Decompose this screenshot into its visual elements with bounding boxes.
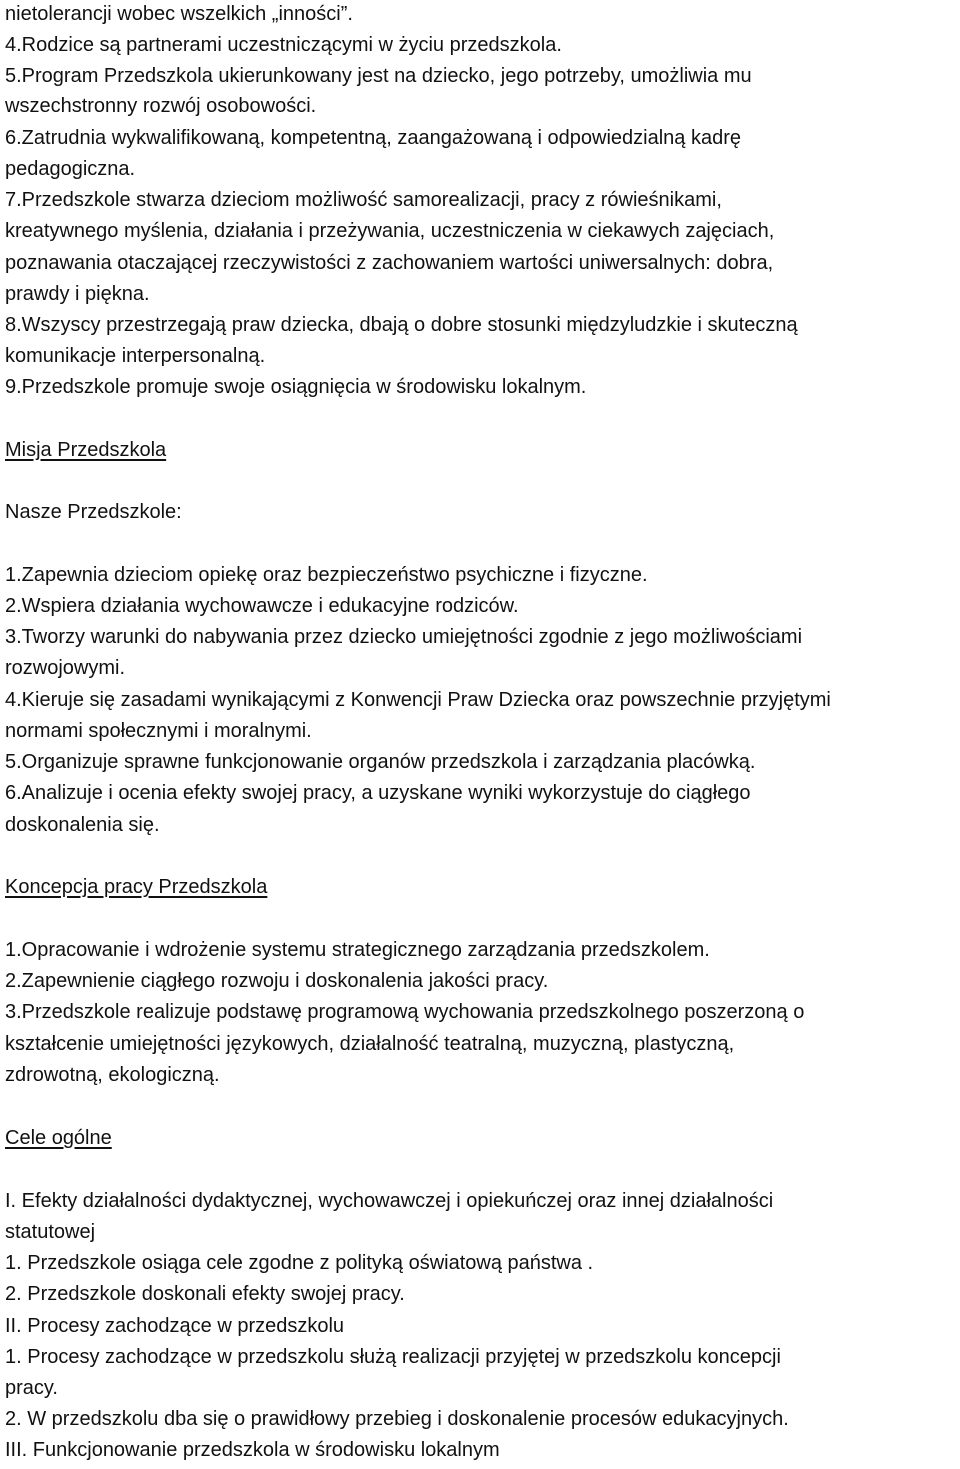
text-line: II. Procesy zachodzące w przedszkolu — [5, 1315, 345, 1337]
text-line: 4.Kieruje się zasadami wynikającymi z Konwencji Praw Dziecka oraz powszechnie przyjętymi — [5, 689, 831, 711]
section-subheading: Nasze Przedszkole: — [5, 501, 182, 523]
text-line: kształcenie umiejętności językowych, działalność teatralną, muzyczną, plastyczną, — [5, 1033, 735, 1055]
text-line: nietolerancji wobec wszelkich „inności”. — [5, 3, 353, 25]
text-line: doskonalenia się. — [5, 814, 160, 836]
text-line: 6.Analizuje i ocenia efekty swojej pracy, a uzyskane wyniki wykorzystuje do ciągłego — [5, 782, 751, 804]
text-line: 5.Program Przedszkola ukierunkowany jest na dziecko, jego potrzeby, umożliwia mu — [5, 65, 752, 87]
text-line: 1.Zapewnia dzieciom opiekę oraz bezpieczeństwo psychiczne i fizyczne. — [5, 564, 648, 586]
text-line: komunikacje interpersonalną. — [5, 345, 266, 367]
text-line: pedagogiczna. — [5, 158, 136, 180]
text-line: prawdy i piękna. — [5, 283, 150, 305]
text-line: kreatywnego myślenia, działania i przeżywania, uczestniczenia w ciekawych zajęciach, — [5, 220, 775, 242]
text-line: poznawania otaczającej rzeczywistości z zachowaniem wartości uniwersalnych: dobra, — [5, 252, 774, 274]
text-line: 4.Rodzice są partnerami uczestniczącymi w życiu przedszkola. — [5, 34, 562, 56]
text-line: 1.Opracowanie i wdrożenie systemu strategicznego zarządzania przedszkolem. — [5, 939, 710, 961]
text-line: 1. Procesy zachodzące w przedszkolu służą realizacji przyjętej w przedszkolu koncepcji — [5, 1346, 781, 1368]
section-heading-koncepcja: Koncepcja pracy Przedszkola — [5, 876, 268, 898]
text-line: 8.Wszyscy przestrzegają praw dziecka, dbają o dobre stosunki międzyludzkie i skuteczną — [5, 314, 798, 336]
text-line: 3.Tworzy warunki do nabywania przez dziecko umiejętności zgodnie z jego możliwościami — [5, 626, 803, 648]
text-line: 2.Wspiera działania wychowawcze i edukacyjne rodziców. — [5, 595, 519, 617]
text-line: 5.Organizuje sprawne funkcjonowanie organów przedszkola i zarządzania placówką. — [5, 751, 756, 773]
text-line: I. Efekty działalności dydaktycznej, wychowawczej i opiekuńczej oraz innej działalności — [5, 1190, 774, 1212]
text-line: rozwojowymi. — [5, 657, 126, 679]
text-line: III. Funkcjonowanie przedszkola w środowisku lokalnym — [5, 1439, 500, 1461]
section-heading-misja: Misja Przedszkola — [5, 439, 167, 461]
text-line: 7.Przedszkole stwarza dzieciom możliwość samorealizacji, pracy z rówieśnikami, — [5, 189, 722, 211]
text-line: zdrowotną, ekologiczną. — [5, 1064, 220, 1086]
section-heading-cele: Cele ogólne — [5, 1127, 112, 1149]
text-line: 1. Przedszkole osiąga cele zgodne z polityką oświatową państwa . — [5, 1252, 594, 1274]
text-line: 3.Przedszkole realizuje podstawę programową wychowania przedszkolnego poszerzoną o — [5, 1001, 805, 1023]
text-line: 2.Zapewnienie ciągłego rozwoju i doskonalenia jakości pracy. — [5, 970, 549, 992]
text-line: 6.Zatrudnia wykwalifikowaną, kompetentną, zaangażowaną i odpowiedzialną kadrę — [5, 127, 741, 149]
text-line: pracy. — [5, 1377, 58, 1399]
text-line: 9.Przedszkole promuje swoje osiągnięcia w środowisku lokalnym. — [5, 376, 587, 398]
text-line: statutowej — [5, 1221, 96, 1243]
text-line: 2. W przedszkolu dba się o prawidłowy przebieg i doskonalenie procesów edukacyjnych. — [5, 1408, 789, 1430]
text-line: normami społecznymi i moralnymi. — [5, 720, 312, 742]
text-line: wszechstronny rozwój osobowości. — [5, 95, 317, 117]
text-line: 2. Przedszkole doskonali efekty swojej pracy. — [5, 1283, 405, 1305]
